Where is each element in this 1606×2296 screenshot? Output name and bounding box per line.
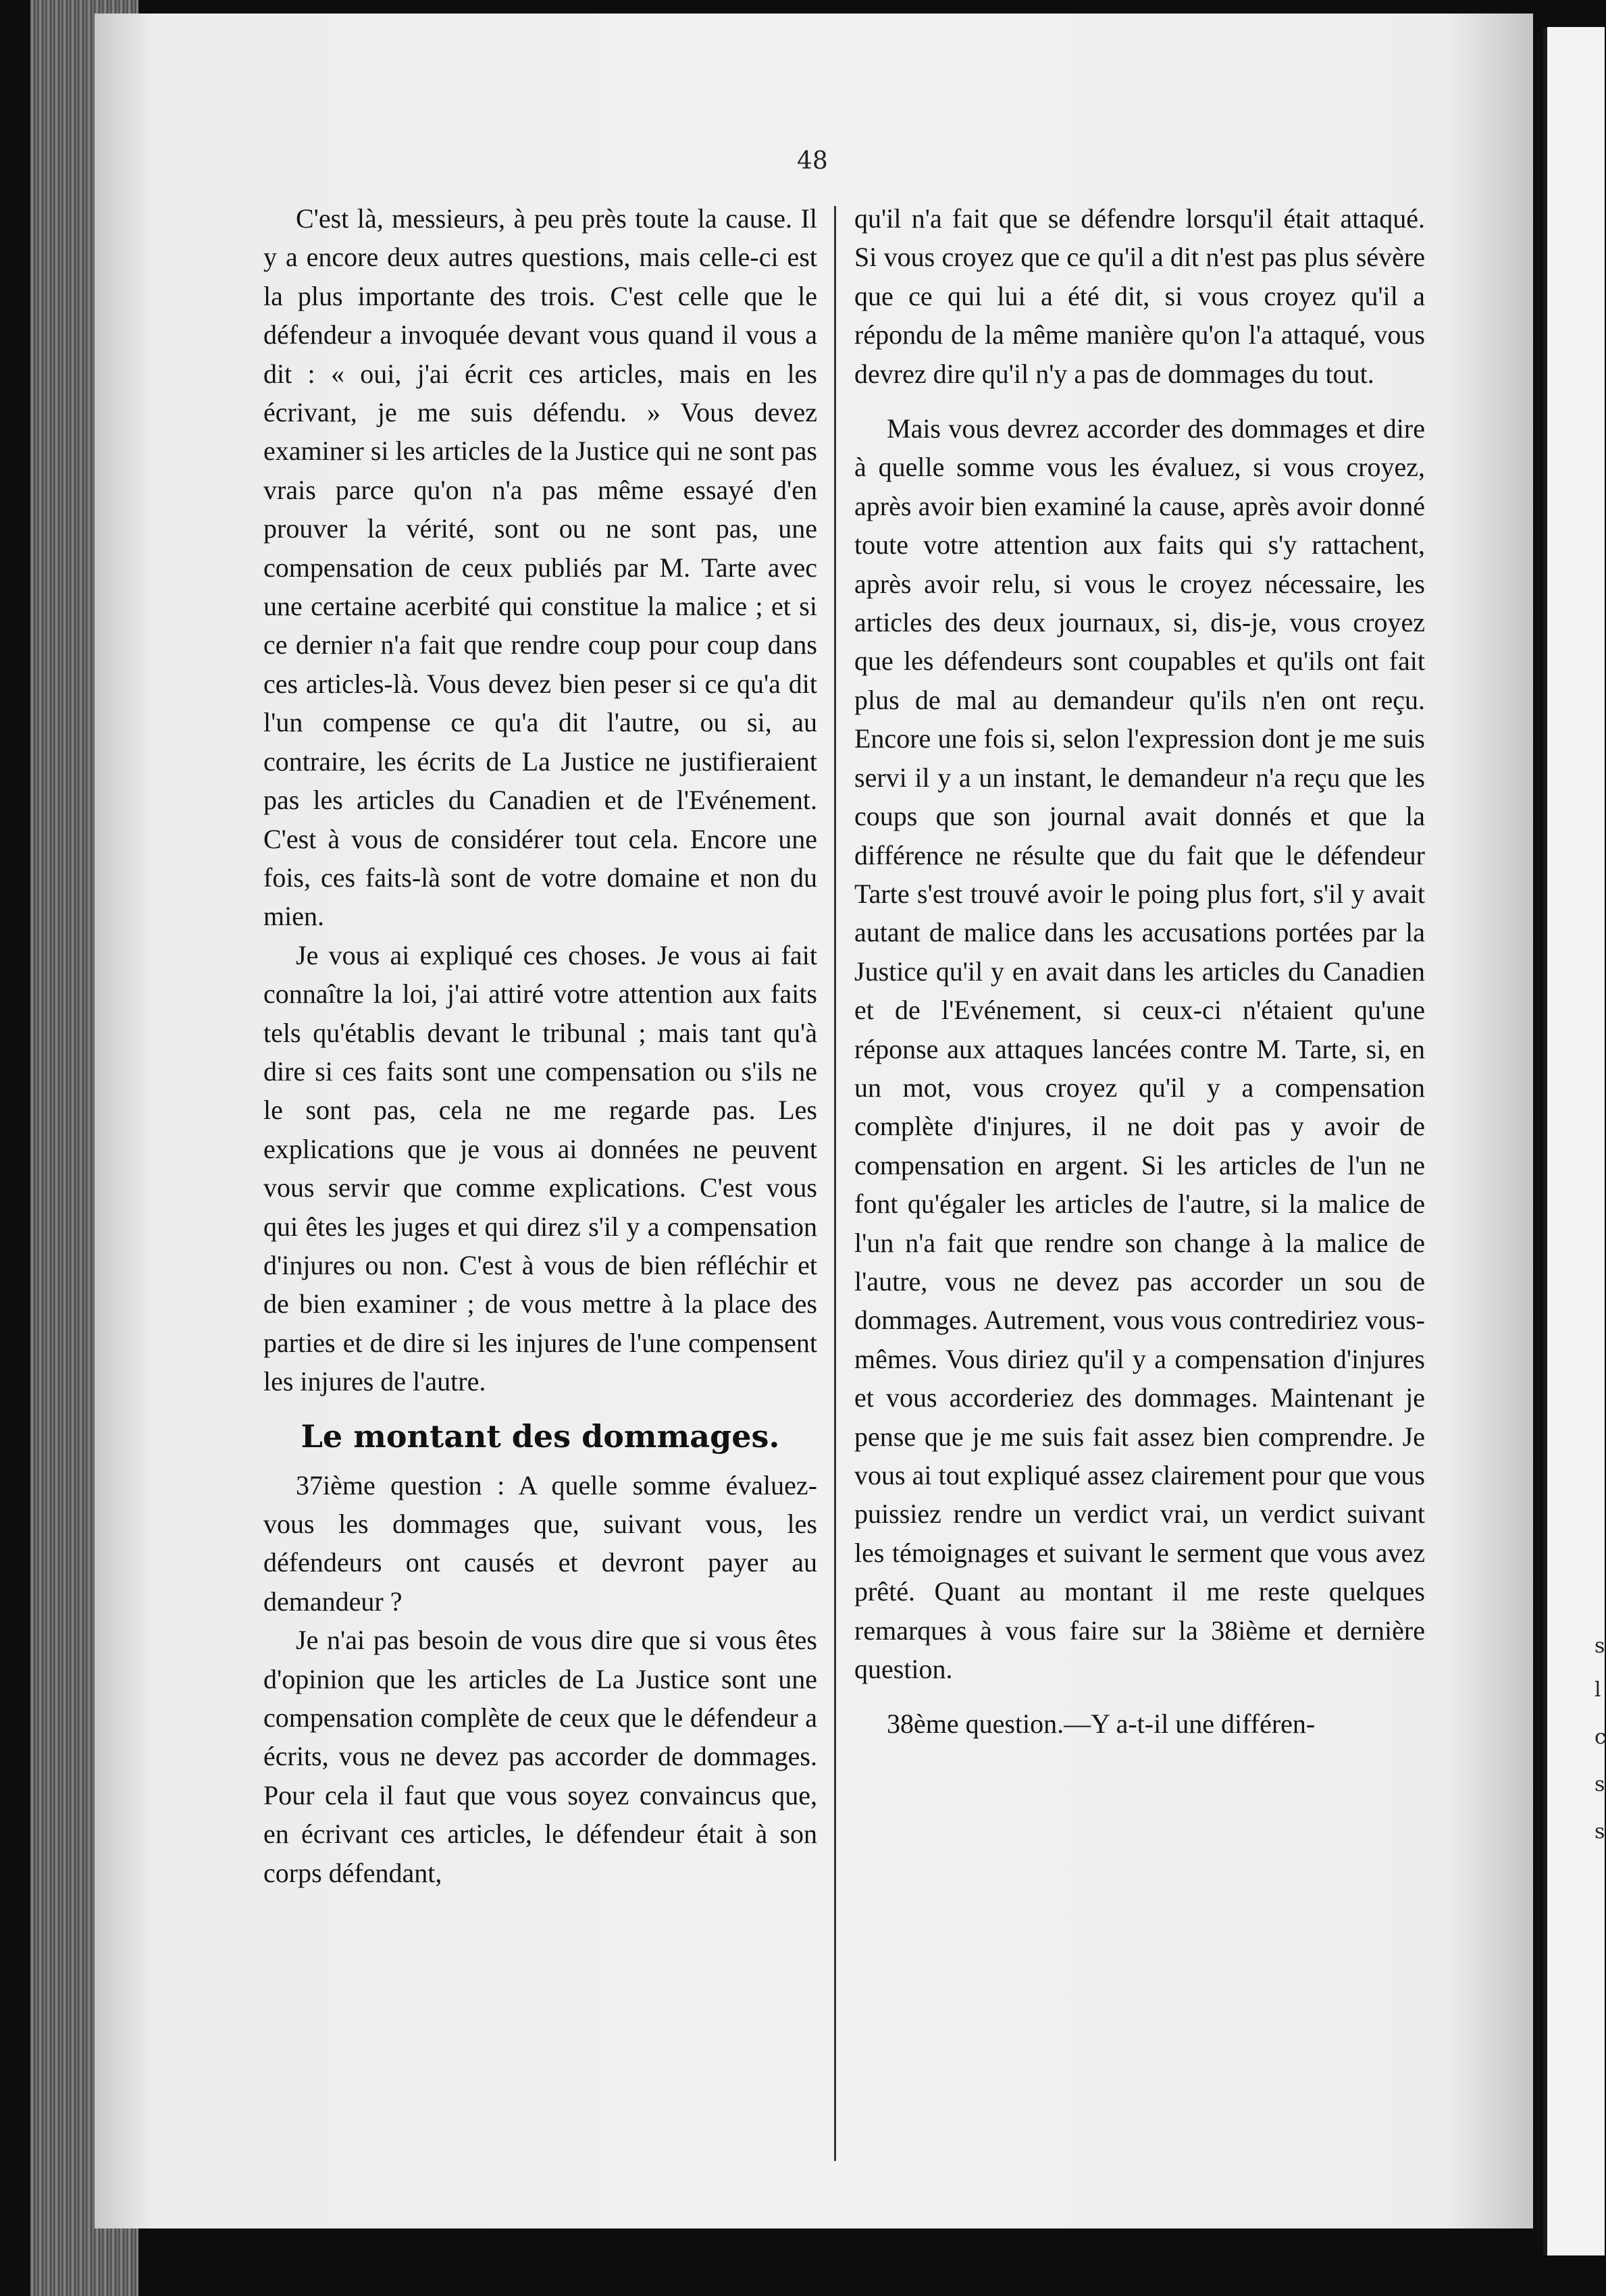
section-heading: Le montant des dommages. <box>301 1417 780 1455</box>
paragraph: Je n'ai pas besoin de vous dire que si vous êtes d'opinion que les articles de La Justice sont une compensation complète de ceux que le défendeur a écrits, vous ne devez pas accorder de dommages. Pour cela il faut que vous soyez convaincus que, en écrivant ces articles, le défendeur était à son corps défendant, <box>263 1625 817 1888</box>
margin-fragment: s <box>1595 1773 1605 1796</box>
paragraph: C'est là, messieurs, à peu près toute la cause. Il y a encore deux autres questions, mais celle-ci est la plus importante des trois. C'est celle que le défendeur a invoquée devant vous quand il vous a dit : « oui, j'ai écrit ces articles, mais en les écrivant, je me suis défendu. » Vous devez examiner si les articles de la Justice qui ne sont pas vrais parce qu'on n'a pas même essayé d'en prouver la vérité, sont ou ne sont pas, une compensation de ceux publiés par M. Tarte avec une certaine acerbité qui constitue la malice ; et si ce dernier n'a fait que rendre coup pour coup dans ces articles-là. Vous devez bien peser si ce qu'a dit l'un compense ce qu'a dit l'autre, ou si, au contraire, les écrits de La Justice ne justifieraient pas les articles du Canadien et de l'Evénement. C'est à vous de considérer tout cela. Encore une fois, ces faits-là sont de votre domaine et non du mien. <box>263 203 817 932</box>
paragraph: 38ème question.—Y a-t-il une différen- <box>887 1708 1316 1740</box>
paragraph: 37ième question : A quelle somme évaluez-vous les dommages que, suivant vous, les défendeurs ont causés et devront payer au demandeur ? <box>263 1469 817 1617</box>
paragraph: Je vous ai expliqué ces choses. Je vous ai fait connaître la loi, j'ai attiré votre attention aux faits tels qu'établis devant le tribunal ; mais tant qu'à dire si ces faits sont une compensation ou s'ils ne le sont pas, cela ne me regarde pas. Les explications que je vous ai données ne peuvent vous servir que comme explications. C'est vous qui êtes les juges et qui direz s'il y a compensation d'injures ou non. C'est à vous de bien réfléchir et de bien examiner ; de vous mettre à la place des parties et de dire si les injures de l'une compensent les injures de l'autre. <box>263 939 817 1397</box>
column-divider <box>834 206 836 2161</box>
margin-fragment: l <box>1595 1678 1601 1702</box>
margin-fragment: c <box>1595 1725 1606 1749</box>
paragraph: Mais vous devrez accorder des dommages et dire à quelle somme vous les évaluez, si vous croyez, après avoir bien examiné la cause, après avoir donné toute votre attention aux faits qui s'y rattachent, après avoir relu, si vous le croyez nécessaire, les articles des deux journaux, si, dis-je, vous croyez que les défendeurs sont coupables et qu'ils ont fait plus de mal au demandeur qu'ils n'en ont reçu. Encore une fois si, selon l'expression dont je me suis servi il y a un instant, le demandeur n'a reçu que les coups que son journal avait donnés et que la différence ne résulte que du fait que le défendeur Tarte s'est trouvé avoir le poing plus fort, s'il y avait autant de malice dans les accusations portées par la Justice qu'il y en avait dans les articles du Canadien et de l'Evénement, si ceux-ci n'étaient qu'une réponse aux attaques lancées contre M. Tarte, si, en un mot, vous croyez qu'il y a compensation complète d'injures, il ne doit pas y avoir de compensation en argent. Si les articles de l'un ne font qu'égaler les articles de l'autre, si la malice de l'un n'a fait que rendre son change à la malice de l'autre, vous ne devez pas accorder un sou de dommages. Autrement, vous vous contrediriez vous-mêmes. Vous diriez qu'il y a compensation d'injures et vous accorderiez des dommages. Maintenant je pense que je me suis fait assez bien comprendre. Je vous ai tout expliqué assez clairement pour que vous puissiez rendre un verdict vrai, un verdict suivant les témoignages et suivant le serment que vous avez prêté. Quant au montant il me reste quelques remarques à vous faire sur la 38ième et dernière question. <box>854 413 1425 1685</box>
margin-fragment: s <box>1595 1820 1605 1844</box>
left-column <box>263 199 817 1892</box>
paragraph: qu'il n'a fait que se défendre lorsqu'il était attaqué. Si vous croyez que ce qu'il a dit n'est pas plus sévère que ce qui lui a été dit, si vous croyez qu'il a répondu de la même manière qu'on l'a attaqué, vous devrez dire qu'il n'y a pas de dommages du tout. <box>854 203 1425 389</box>
facing-page-edge <box>1543 27 1605 2255</box>
page-number: 48 <box>797 147 828 175</box>
right-column <box>854 199 1425 1744</box>
margin-fragment: s <box>1595 1634 1605 1658</box>
